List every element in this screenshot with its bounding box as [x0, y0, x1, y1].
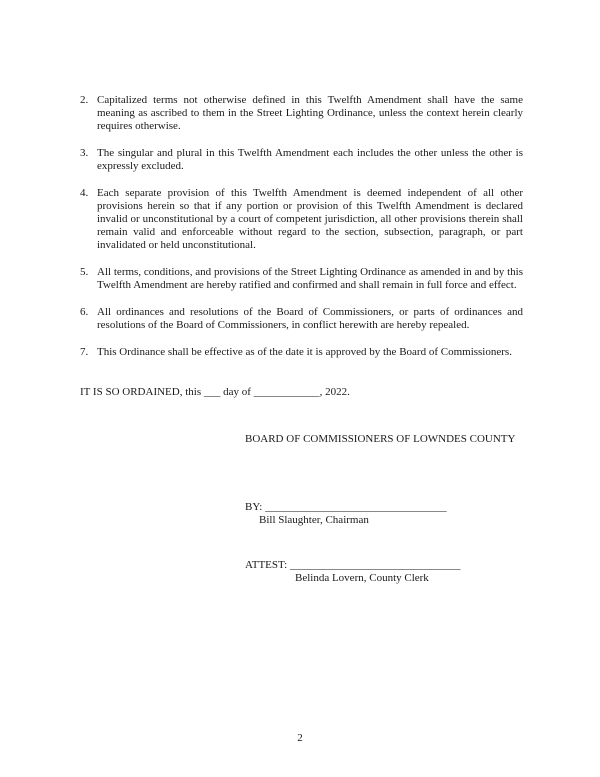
item-number: 2. — [80, 94, 89, 106]
ordinance-item-6 — [80, 306, 523, 332]
clerk-signature-block — [80, 559, 523, 585]
by-signature-line — [245, 501, 523, 514]
item-text: All ordinances and resolutions of the Board of Commissioners, or parts of ordinances and resolutions of the Board of Commissioners, in conflict herewith are hereby repealed. — [97, 306, 523, 331]
item-number: 3. — [80, 147, 89, 159]
item-text: Each separate provision of this Twelfth Amendment is deemed independent of all other provisions herein so that if any portion or provision of this Twelfth Amendment is declared invalid or unconstitutional by a court of competent jurisdiction, all other provisions therein shall remain valid and enforceable without regard to the section, subsection, paragraph, or part invalidated or held unconstitutional. — [97, 187, 523, 251]
by-label: BY: — [245, 501, 263, 513]
ordained-statement: IT IS SO ORDAINED, this ___ day of ____________, 2022. — [80, 386, 350, 398]
ordinance-item-4 — [80, 187, 523, 252]
ordinance-item-7 — [80, 346, 523, 359]
page-number: 2 — [297, 732, 303, 744]
chairman-signature-block — [80, 501, 523, 527]
item-text: Capitalized terms not otherwise defined in this Twelfth Amendment shall have the same meaning as ascribed to them in the Street Lighting Ordinance, unless the context herein clearly requires otherwise. — [97, 94, 523, 132]
item-number: 6. — [80, 306, 89, 318]
item-number: 5. — [80, 266, 89, 278]
attest-label: ATTEST: — [245, 559, 288, 571]
item-text: All terms, conditions, and provisions of the Street Lighting Ordinance as amended in and by this Twelfth Amendment are hereby ratified and confirmed and shall remain in full force and effect. — [97, 266, 523, 291]
ordinance-item-2 — [80, 94, 523, 133]
attest-signature-line — [245, 559, 523, 572]
item-number: 7. — [80, 346, 89, 358]
item-text: The singular and plural in this Twelfth Amendment each includes the other unless the other is expressly excluded. — [97, 147, 523, 172]
ordinance-item-5 — [80, 266, 523, 292]
clerk-name: Belinda Lovern, County Clerk — [295, 572, 429, 584]
by-signature-rule: _________________________________ — [265, 501, 447, 513]
document-body — [80, 94, 523, 585]
ordinance-item-3 — [80, 147, 523, 173]
attest-signature-rule: _______________________________ — [289, 559, 461, 571]
item-number: 4. — [80, 187, 89, 199]
item-text: This Ordinance shall be effective as of the date it is approved by the Board of Commissioners. — [97, 346, 512, 358]
chairman-name: Bill Slaughter, Chairman — [259, 514, 369, 526]
board-of-commissioners-line: BOARD OF COMMISSIONERS OF LOWNDES COUNTY — [245, 433, 516, 445]
